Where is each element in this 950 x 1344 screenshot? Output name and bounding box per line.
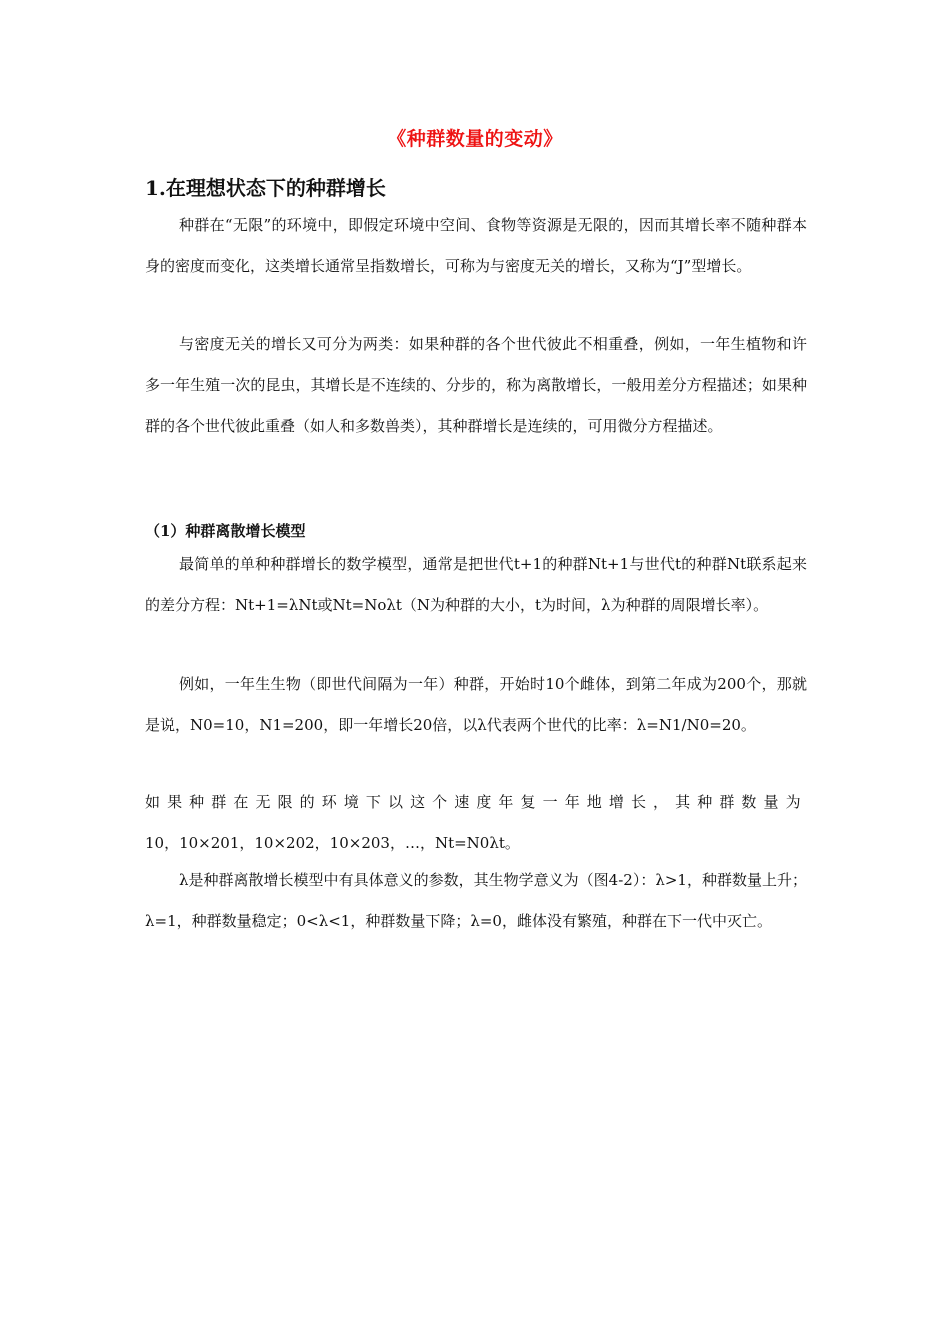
document-title: 《种群数量的变动》 — [387, 128, 563, 150]
paragraph-example: 例如，一年生生物（即世代间隔为一年）种群，开始时10个雌体，到第二年成为200个，那就是说，N0=10，N1=200，即一年增长20倍，以λ代表两个世代的比率：λ=N1/N0=20。 — [145, 675, 807, 734]
paragraph-exponential-growth: 种群在“无限”的环境中，即假定环境中空间、食物等资源是无限的，因而其增长率不随种群本身的密度而变化，这类增长通常呈指数增长，可称为与密度无关的增长，又称为“J”型增长。 — [145, 216, 807, 275]
paragraph-growth-series — [145, 782, 807, 864]
subsection-heading: （1）种群离散增长模型 — [145, 522, 306, 540]
paragraph-density-independent: 与密度无关的增长又可分为两类：如果种群的各个世代彼此不相重叠，例如，一年生植物和许多一年生殖一次的昆虫，其增长是不连续的、分步的，称为离散增长，一般用差分方程描述；如果种群的各个世代彼此重叠（如人和多数兽类），其种群增长是连续的，可用微分方程描述。 — [145, 335, 807, 435]
growth-series-line-2: 10，10×201，10×202，10×203，…，Nt=N0λt。 — [145, 834, 520, 852]
paragraph-lambda-meaning: λ是种群离散增长模型中有具体意义的参数，其生物学意义为（图4-2）：λ>1，种群数量上升；λ=1，种群数量稳定；0<λ<1，种群数量下降；λ=0，雌体没有繁殖，种群在下一代中灭亡。 — [145, 871, 807, 930]
growth-series-line-1: 如果种群在无限的环境下以这个速度年复一年地增长，其种群数量为 — [145, 793, 807, 811]
paragraph-discrete-model: 最简单的单种种群增长的数学模型，通常是把世代t+1的种群Nt+1与世代t的种群Nt联系起来的差分方程：Nt+1=λNt或Nt=Noλt（N为种群的大小，t为时间，λ为种群的周限增长率）。 — [145, 555, 807, 614]
section-heading: 1.在理想状态下的种群增长 — [145, 176, 386, 200]
